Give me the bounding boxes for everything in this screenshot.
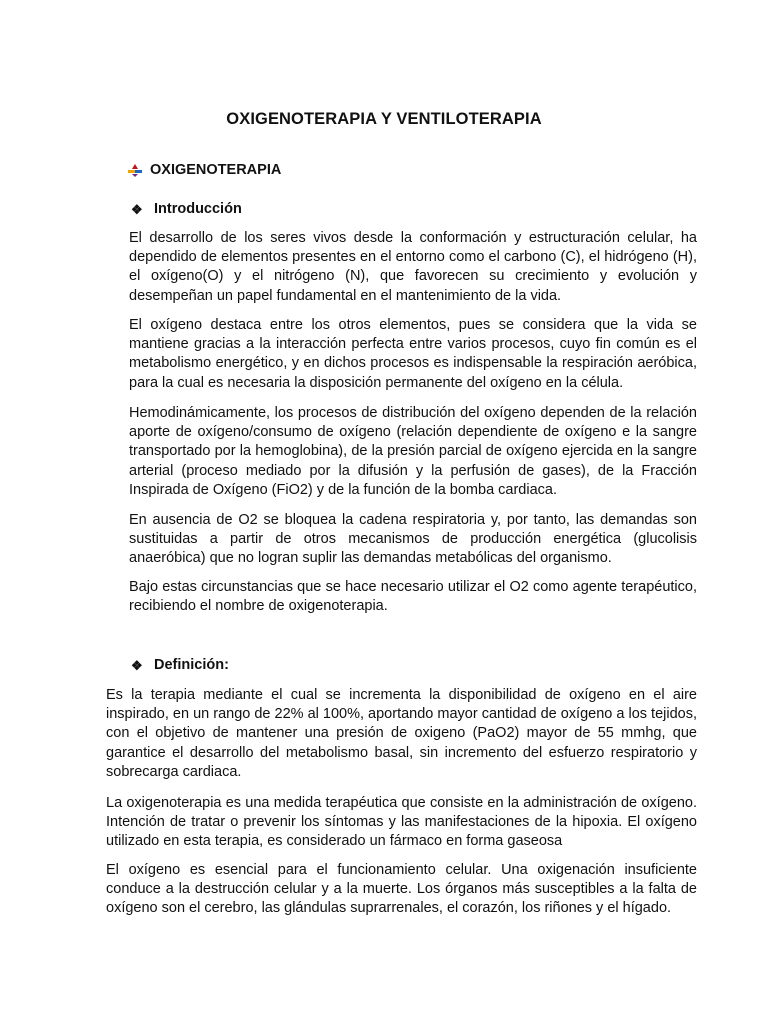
definition-paragraph-2: La oxigenoterapia es una medida terapéutica que consiste en la administración de oxígeno. Intención de tratar o prevenir los síntomas y las manifestaciones de la hipoxia. El oxígeno utilizado en esta terapia, es considerado un fármaco en forma gaseosa — [106, 795, 697, 850]
definition-paragraph-1: Es la terapia mediante el cual se incrementa la disponibilidad de oxígeno en el aire inspirado, en un rango de 22% al 100%, aportando mayor cantidad de oxígeno a los tejidos, con el objetivo de mantener una presión de oxigeno (PaO2) mayor de 55 mmhg, que garantice el desarrollo del metabolismo basal, sin incremento del esfuerzo respiratorio y sobrecarga cardiaca. — [106, 687, 697, 780]
subheading-definicion — [131, 657, 229, 673]
intro-paragraph-2: El oxígeno destaca entre los otros elementos, pues se considera que la vida se mantiene gracias a la interacción perfecta entre varios procesos, cuyo fin común es el metabolismo energético, y en dichos procesos es indispensable la respiración aeróbica, para la cual es necesaria la disposición permanente del oxígeno en la célula. — [129, 317, 697, 391]
four-diamond-bullet-icon: ❖ — [131, 657, 143, 673]
section-heading — [128, 162, 281, 178]
intro-paragraph-5: Bajo estas circunstancias que se hace necesario utilizar el O2 como agente terapéutico, recibiendo el nombre de oxigenoterapia. — [129, 579, 697, 615]
definition-paragraph-3: El oxígeno es esencial para el funcionamiento celular. Una oxigenación insuficiente conduce a la destrucción celular y a la muerte. Los órganos más susceptibles a la falta de oxígeno son el cerebro, las glándulas suprarrenales, el corazón, los riñones y el hígado. — [106, 862, 697, 917]
four-diamond-bullet-icon: ❖ — [131, 201, 143, 217]
colored-arrow-bullet-icon — [128, 163, 142, 177]
section-heading-text: OXIGENOTERAPIA — [150, 162, 282, 178]
intro-paragraph-3: Hemodinámicamente, los procesos de distribución del oxígeno dependen de la relación aporte de oxígeno/consumo de oxígeno (relación dependiente de oxígeno e la sangre transportado por la hemoglobina), de la presión parcial de oxígeno ejercida en la sangre arterial (proceso mediado por la difusión y la perfusión de gases), de la Fracción Inspirada de Oxígeno (FiO2) y de la función de la bomba cardiaca. — [129, 405, 697, 498]
subheading-introduccion-text: Introducción — [154, 201, 242, 217]
intro-paragraph-1: El desarrollo de los seres vivos desde la conformación y estructuración celular, ha dependido de elementos presentes en el entorno como el carbono (C), el hidrógeno (H), el oxígeno(O) y el nitrógeno (N), que favorecen su crecimiento y evolución y desempeñan un papel fundamental en el mantenimiento de la vida. — [129, 230, 697, 304]
subheading-introduccion — [131, 201, 242, 217]
document-title: OXIGENOTERAPIA Y VENTILOTERAPIA — [226, 110, 542, 128]
intro-paragraph-4: En ausencia de O2 se bloquea la cadena respiratoria y, por tanto, las demandas son sustituidas a partir de otros mecanismos de producción energética (glucolisis anaeróbica) que no logran suplir las demandas metabólicas del organismo. — [129, 512, 697, 567]
subheading-definicion-text: Definición: — [154, 657, 229, 673]
